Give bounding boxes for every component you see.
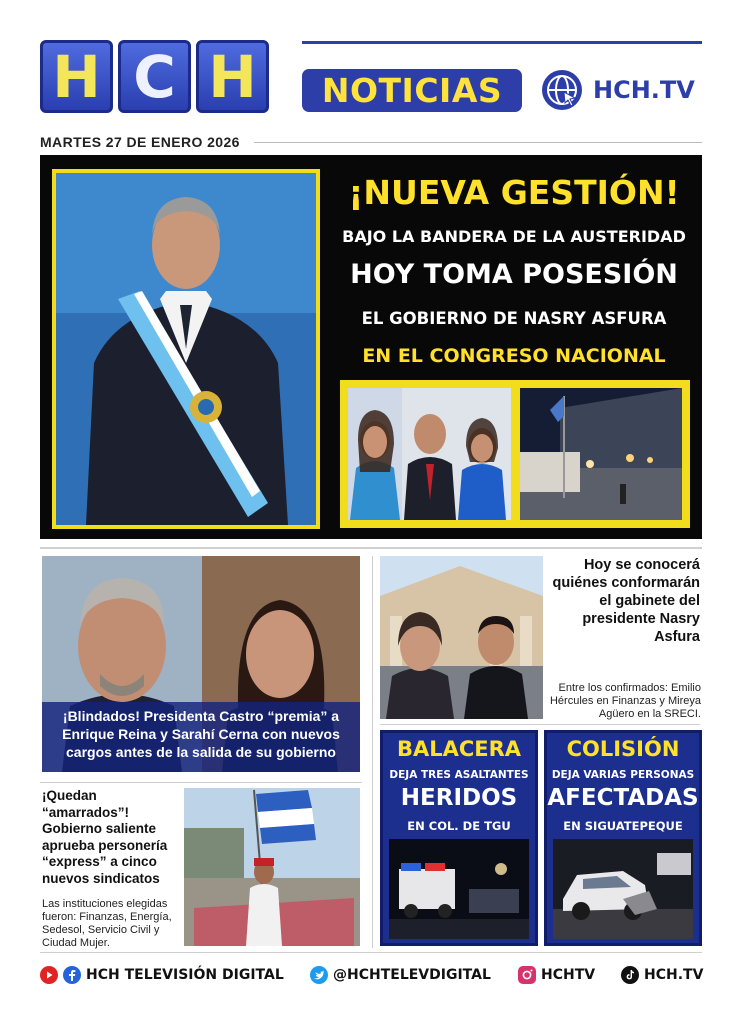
footer-tv-label: HCH TELEVISIÓN DIGITAL bbox=[86, 967, 284, 983]
gabinete-headline[interactable]: Hoy se conocerá quiénes conformarán el gabinete del presidente Nasry Asfura bbox=[552, 557, 700, 645]
facebook-icon bbox=[63, 966, 81, 984]
footer-twitter-label: @HCHTELEVDIGITAL bbox=[333, 967, 491, 983]
colision-line-2: AFECTADAS bbox=[547, 785, 699, 811]
logo-tile-c bbox=[118, 40, 191, 113]
hch-logo[interactable] bbox=[40, 40, 269, 113]
balacera-line-2: HERIDOS bbox=[400, 785, 518, 811]
amarrados-headline[interactable]: ¡Quedan “amarrados”! Gobierno saliente aprueba personería “express” a cinco nuevos sindicatos bbox=[42, 788, 168, 886]
hero-inset-photos bbox=[340, 380, 690, 528]
header-rule bbox=[302, 41, 702, 44]
congress-building-photo bbox=[520, 388, 682, 520]
column-divider bbox=[372, 556, 373, 948]
balacera-line-3: EN COL. DE TGU bbox=[407, 819, 511, 833]
section-badge bbox=[302, 69, 522, 112]
blindados-caption[interactable] bbox=[42, 702, 360, 772]
section-divider bbox=[40, 547, 702, 549]
instagram-icon bbox=[518, 966, 536, 984]
balacera-photo bbox=[389, 839, 529, 939]
hero-line-4: EN EL CONGRESO NACIONAL bbox=[362, 345, 666, 367]
logo-tile-h1 bbox=[40, 40, 113, 113]
balacera-title: BALACERA bbox=[396, 737, 522, 761]
amarrados-photo[interactable] bbox=[184, 788, 360, 946]
gabinete-subtext: Entre los confirmados: Emilio Hércules en Finanzas y Mireya Agüero en la SRECI. bbox=[549, 682, 701, 720]
edition-date: MARTES 27 DE ENERO 2026 bbox=[40, 134, 240, 150]
colision-line-3: EN SIGUATEPEQUE bbox=[563, 819, 683, 833]
site-url[interactable]: HCH.TV bbox=[593, 76, 695, 104]
logo-tile-h2 bbox=[196, 40, 269, 113]
hero-line-3: EL GOBIERNO DE NASRY ASFURA bbox=[361, 309, 667, 328]
amarrados-subtext: Las instituciones elegidas fueron: Finanzas, Energía, Sedesol, Servicio Civil y Ciudad Mujer. bbox=[42, 898, 172, 949]
officials-photo bbox=[348, 388, 511, 520]
footer-social-instagram[interactable] bbox=[518, 966, 595, 984]
hero-story[interactable] bbox=[40, 155, 702, 539]
tiktok-icon bbox=[621, 966, 639, 984]
hero-line-2: HOY TOMA POSESIÓN bbox=[350, 259, 678, 290]
balacera-line-1: DEJA TRES ASALTANTES bbox=[389, 769, 529, 781]
gabinete-divider bbox=[380, 724, 700, 725]
footer-tiktok-label: HCH.TV bbox=[644, 967, 704, 983]
logo-letter: H bbox=[52, 42, 101, 111]
colision-photo bbox=[553, 839, 693, 939]
footer-social-tiktok[interactable] bbox=[621, 966, 703, 984]
left-column-divider bbox=[40, 782, 362, 783]
footer-social-twitter[interactable] bbox=[310, 966, 491, 984]
blindados-caption-text: ¡Blindados! Presidenta Castro “premia” a Enrique Reina y Sarahí Cerna con nuevos cargos antes de la salida de su gobierno bbox=[62, 708, 340, 760]
youtube-icon bbox=[40, 966, 58, 984]
president-portrait bbox=[52, 169, 320, 529]
colision-card[interactable] bbox=[544, 730, 702, 946]
gabinete-photo[interactable] bbox=[380, 556, 543, 719]
colision-line-1: DEJA VARIAS PERSONAS bbox=[551, 769, 695, 781]
balacera-card[interactable] bbox=[380, 730, 538, 946]
colision-title: COLISIÓN bbox=[566, 737, 680, 761]
section-label: NOTICIAS bbox=[321, 71, 503, 110]
hero-line-1: BAJO LA BANDERA DE LA AUSTERIDAD bbox=[342, 227, 686, 246]
footer-rule bbox=[40, 952, 702, 953]
twitter-icon bbox=[310, 966, 328, 984]
logo-letter: H bbox=[208, 42, 257, 111]
globe-cursor-icon bbox=[540, 68, 584, 112]
date-rule bbox=[254, 142, 702, 143]
footer-instagram-label: HCHTV bbox=[541, 967, 596, 983]
logo-letter: C bbox=[133, 42, 176, 111]
footer-social-tv[interactable] bbox=[40, 966, 284, 984]
hero-title: ¡NUEVA GESTIÓN! bbox=[348, 173, 680, 212]
